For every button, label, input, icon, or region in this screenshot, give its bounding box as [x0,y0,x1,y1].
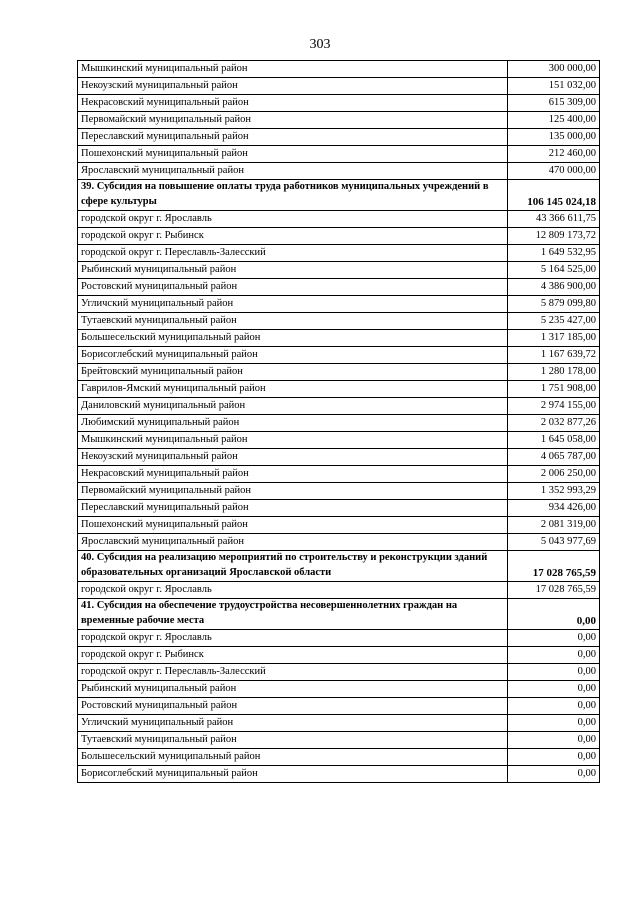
district-name: Пошехонский муниципальный район [78,146,508,163]
table-row [78,698,600,715]
budget-table-body [78,61,600,783]
amount-cell: 125 400,00 [508,112,600,129]
district-name: Ростовский муниципальный район [78,698,508,715]
amount-cell: 2 032 877,26 [508,415,600,432]
table-row [78,61,600,78]
district-name: Рыбинский муниципальный район [78,681,508,698]
table-row [78,279,600,296]
table-row [78,517,600,534]
section-total-amount: 17 028 765,59 [508,551,600,582]
table-row [78,398,600,415]
section-title: 40. Субсидия на реализацию мероприятий по строительству и реконструкции зданий образовательных организаций Ярославской области [78,551,508,582]
section-total-amount: 0,00 [508,599,600,630]
amount-cell: 0,00 [508,630,600,647]
table-row [78,381,600,398]
district-name: Некрасовский муниципальный район [78,95,508,112]
amount-cell: 0,00 [508,732,600,749]
district-name: Переславский муниципальный район [78,129,508,146]
amount-cell: 0,00 [508,664,600,681]
table-row [78,749,600,766]
district-name: Переславский муниципальный район [78,500,508,517]
table-row [78,483,600,500]
table-row [78,681,600,698]
amount-cell: 4 065 787,00 [508,449,600,466]
table-row [78,245,600,262]
table-row [78,330,600,347]
district-name: Ярославский муниципальный район [78,534,508,551]
amount-cell: 12 809 173,72 [508,228,600,245]
amount-cell: 5 235 427,00 [508,313,600,330]
table-row [78,262,600,279]
section-title: 41. Субсидия на обеспечение трудоустройства несовершеннолетних граждан на временные рабочие места [78,599,508,630]
table-row [78,732,600,749]
table-row [78,766,600,783]
amount-cell: 0,00 [508,766,600,783]
table-row [78,449,600,466]
district-name: Угличский муниципальный район [78,715,508,732]
amount-cell: 0,00 [508,749,600,766]
district-name: Тутаевский муниципальный район [78,313,508,330]
table-row [78,146,600,163]
amount-cell: 1 352 993,29 [508,483,600,500]
table-row [78,347,600,364]
table-row [78,630,600,647]
district-name: Большесельский муниципальный район [78,749,508,766]
district-name: городской округ г. Ярославль [78,630,508,647]
amount-cell: 934 426,00 [508,500,600,517]
district-name: Борисоглебский муниципальный район [78,347,508,364]
amount-cell: 17 028 765,59 [508,582,600,599]
table-row [78,296,600,313]
district-name: Мышкинский муниципальный район [78,61,508,78]
amount-cell: 2 974 155,00 [508,398,600,415]
amount-cell: 0,00 [508,681,600,698]
district-name: Тутаевский муниципальный район [78,732,508,749]
district-name: городской округ г. Рыбинск [78,228,508,245]
district-name: Некоузский муниципальный район [78,449,508,466]
district-name: Борисоглебский муниципальный район [78,766,508,783]
amount-cell: 5 043 977,69 [508,534,600,551]
table-row [78,534,600,551]
district-name: Угличский муниципальный район [78,296,508,313]
budget-table [77,60,600,783]
section-title: 39. Субсидия на повышение оплаты труда работников муниципальных учреждений в сфере культуры [78,180,508,211]
table-row [78,112,600,129]
table-row [78,415,600,432]
section-row [78,599,600,630]
section-row [78,551,600,582]
table-row [78,78,600,95]
table-row [78,466,600,483]
amount-cell: 5 164 525,00 [508,262,600,279]
table-row [78,500,600,517]
district-name: Брейтовский муниципальный район [78,364,508,381]
district-name: Любимский муниципальный район [78,415,508,432]
amount-cell: 43 366 611,75 [508,211,600,228]
district-name: Некрасовский муниципальный район [78,466,508,483]
amount-cell: 1 167 639,72 [508,347,600,364]
amount-cell: 0,00 [508,647,600,664]
district-name: Даниловский муниципальный район [78,398,508,415]
district-name: городской округ г. Ярославль [78,211,508,228]
table-row [78,647,600,664]
district-name: Пошехонский муниципальный район [78,517,508,534]
district-name: Первомайский муниципальный район [78,483,508,500]
table-row [78,228,600,245]
district-name: Ярославский муниципальный район [78,163,508,180]
amount-cell: 1 317 185,00 [508,330,600,347]
district-name: Большесельский муниципальный район [78,330,508,347]
amount-cell: 135 000,00 [508,129,600,146]
amount-cell: 470 000,00 [508,163,600,180]
district-name: городской округ г. Ярославль [78,582,508,599]
amount-cell: 151 032,00 [508,78,600,95]
district-name: Первомайский муниципальный район [78,112,508,129]
district-name: Рыбинский муниципальный район [78,262,508,279]
table-row [78,364,600,381]
amount-cell: 1 649 532,95 [508,245,600,262]
section-row [78,180,600,211]
table-row [78,432,600,449]
table-row [78,582,600,599]
table-row [78,664,600,681]
district-name: Ростовский муниципальный район [78,279,508,296]
section-total-amount: 106 145 024,18 [508,180,600,211]
district-name: Мышкинский муниципальный район [78,432,508,449]
amount-cell: 0,00 [508,698,600,715]
amount-cell: 615 309,00 [508,95,600,112]
amount-cell: 2 081 319,00 [508,517,600,534]
amount-cell: 5 879 099,80 [508,296,600,313]
table-row [78,715,600,732]
table-row [78,129,600,146]
amount-cell: 2 006 250,00 [508,466,600,483]
amount-cell: 0,00 [508,715,600,732]
table-row [78,211,600,228]
amount-cell: 1 751 908,00 [508,381,600,398]
district-name: городской округ г. Переславль-Залесский [78,245,508,262]
district-name: Некоузский муниципальный район [78,78,508,95]
amount-cell: 4 386 900,00 [508,279,600,296]
amount-cell: 1 280 178,00 [508,364,600,381]
amount-cell: 1 645 058,00 [508,432,600,449]
amount-cell: 212 460,00 [508,146,600,163]
page-number: 303 [309,37,331,52]
table-row [78,95,600,112]
table-row [78,163,600,180]
district-name: городской округ г. Переславль-Залесский [78,664,508,681]
amount-cell: 300 000,00 [508,61,600,78]
district-name: Гаврилов-Ямский муниципальный район [78,381,508,398]
district-name: городской округ г. Рыбинск [78,647,508,664]
table-row [78,313,600,330]
